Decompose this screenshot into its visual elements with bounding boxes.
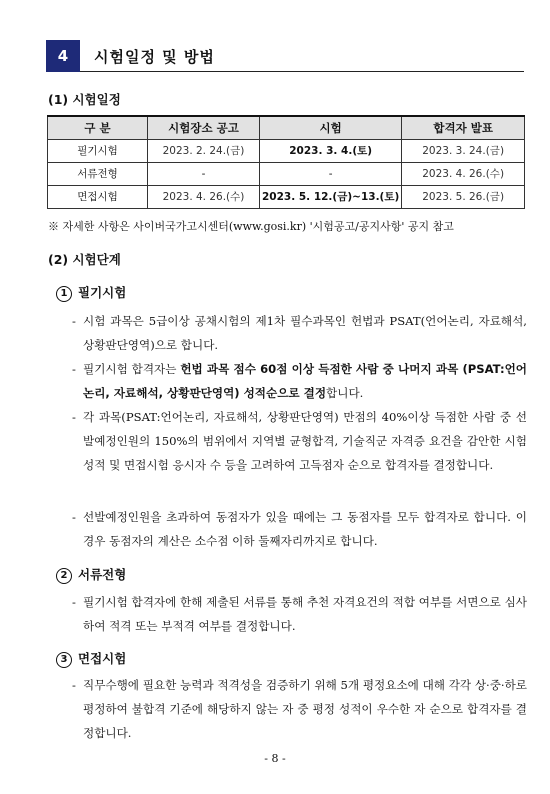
section-underline — [80, 71, 524, 72]
table-cell: 2023. 3. 24.(금) — [402, 139, 525, 162]
table-cell: 2023. 5. 12.(금)~13.(토) — [260, 185, 402, 208]
document-screening-heading — [56, 565, 126, 584]
table-cell: - — [260, 162, 402, 185]
table-cell: 2023. 2. 24.(금) — [148, 139, 260, 162]
table-cell: 2023. 5. 26.(금) — [402, 185, 525, 208]
section-number-badge: 4 — [46, 40, 80, 72]
circled-number-2: 2 — [56, 568, 72, 584]
circled-number-3: 3 — [56, 652, 72, 668]
table-cell: 면접시험 — [48, 185, 148, 208]
table-cell: - — [148, 162, 260, 185]
page-number: - 8 - — [264, 752, 286, 765]
table-row — [48, 139, 525, 162]
written-bullet-2: - 필기시험 합격자는 헌법 과목 점수 60점 이상 득점한 사람 중 나머지 과목 (PSAT:언어논리, 자료해석, 상황판단영역) 성적순으로 결정합니다. — [72, 362, 527, 400]
col-header: 시험 — [260, 116, 402, 139]
circled-number-1: 1 — [56, 286, 72, 302]
table-row — [48, 162, 525, 185]
documents-bullet-1: - 필기시험 합격자에 한해 제출된 서류를 통해 추천 자격요건의 적합 여부를 서면으로 심사하여 적격 또는 부적격 여부를 결정합니다. — [72, 595, 527, 633]
schedule-note: ※ 자세한 사항은 사이버국가고시센터(www.gosi.kr) '시험공고/공지사항' 공지 참고 — [48, 220, 454, 233]
interview-bullet-1: - 직무수행에 필요한 능력과 적격성을 검증하기 위해 5개 평정요소에 대해 각각 상·중·하로 평정하여 불합격 기준에 해당하지 않는 자 중 평정 성적이 우수한 자 순으로 합격자를 결정합니다. — [72, 678, 527, 740]
written-exam-title: 필기시험 — [78, 285, 127, 300]
table-header-row — [48, 116, 525, 139]
written-exam-heading — [56, 283, 126, 302]
col-header: 구 분 — [48, 116, 148, 139]
document-screening-title: 서류전형 — [78, 567, 127, 582]
col-header: 시험장소 공고 — [148, 116, 260, 139]
col-header: 합격자 발표 — [402, 116, 525, 139]
table-cell: 2023. 4. 26.(수) — [402, 162, 525, 185]
section-header — [46, 40, 524, 72]
section-title: 시험일정 및 방법 — [94, 48, 215, 66]
schedule-table — [47, 115, 525, 209]
table-cell: 2023. 3. 4.(토) — [260, 139, 402, 162]
written-bullet-1: - 시험 과목은 5급이상 공채시험의 제1차 필수과목인 헌법과 PSAT(언어논리, 자료해석, 상황판단영역)으로 합니다. — [72, 314, 527, 352]
interview-title: 면접시험 — [78, 651, 127, 666]
written-bullet-4: - 선발예정인원을 초과하여 동점자가 있을 때에는 그 동점자를 모두 합격자로 합니다. 이 경우 동점자의 계산은 소수점 이하 둘째자리까지로 합니다. — [72, 510, 527, 548]
bold-criterion: 헌법 과목 점수 60점 이상 득점한 사람 중 나머지 과목 (PSAT:언어논리, 자료해석, 상황판단영역) 성적순으로 결정 — [83, 362, 527, 400]
stages-heading: (2) 시험단계 — [48, 252, 121, 267]
table-cell: 2023. 4. 26.(수) — [148, 185, 260, 208]
written-bullet-3: - 각 과목(PSAT:언어논리, 자료해석, 상황판단영역) 만점의 40%이상 득점한 사람 중 선발예정인원의 150%의 범위에서 지역별 균형합격, 기술직군 자격증 요건을 감안한 시험성적 및 면접시험 응시자 수 등을 고려하여 고득점자 순으로 합격자를 결정합니다. — [72, 410, 527, 472]
interview-heading — [56, 649, 126, 668]
table-cell: 서류전형 — [48, 162, 148, 185]
schedule-heading: (1) 시험일정 — [48, 92, 121, 107]
table-row — [48, 185, 525, 208]
table-cell: 필기시험 — [48, 139, 148, 162]
